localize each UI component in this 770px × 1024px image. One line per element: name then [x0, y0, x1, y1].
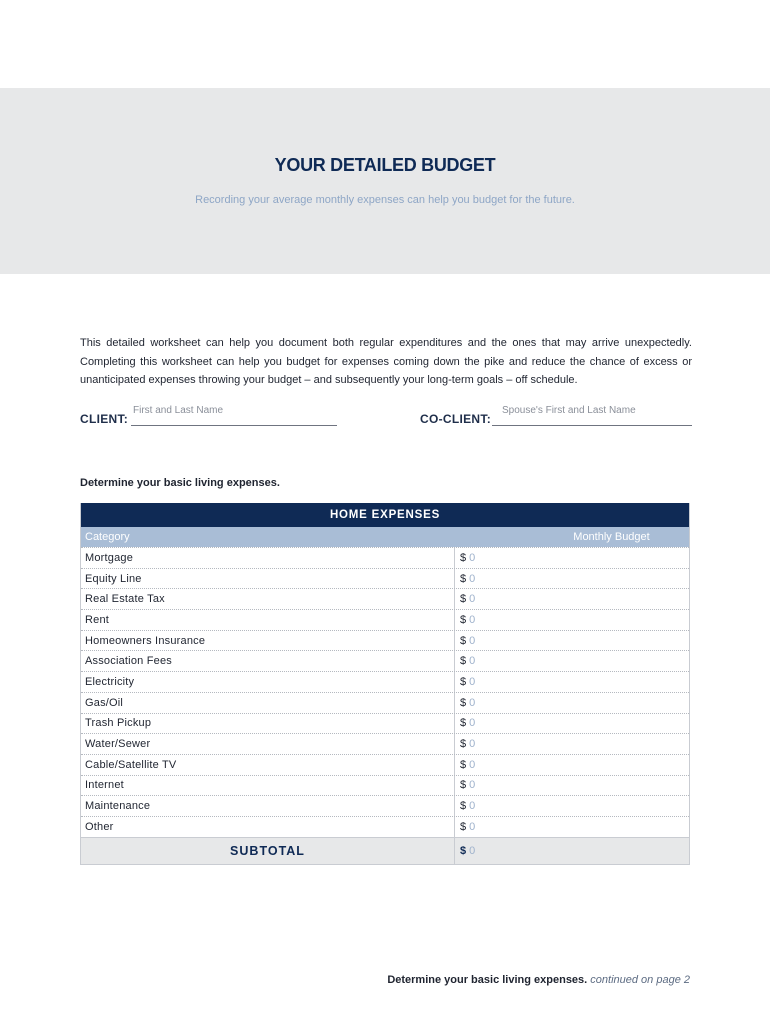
table-row: [81, 609, 689, 630]
expense-amount-value: 0: [469, 613, 476, 626]
table-row: [81, 775, 689, 796]
expense-amount-value: 0: [469, 717, 476, 730]
expense-amount-field[interactable]: [454, 651, 689, 671]
table-row: [81, 733, 689, 754]
currency-symbol: $: [460, 820, 467, 833]
expense-amount-value: 0: [469, 800, 476, 813]
expense-amount-value: 0: [469, 779, 476, 792]
expense-amount-field[interactable]: [454, 589, 689, 609]
footer-note: [387, 974, 690, 986]
expense-category: Maintenance: [85, 800, 151, 813]
expense-category: Real Estate Tax: [85, 593, 165, 606]
table-row: [81, 692, 689, 713]
expense-amount-value: 0: [469, 593, 476, 606]
expense-category: Rent: [85, 613, 110, 626]
table-row: [81, 650, 689, 671]
subtotal-row: [81, 837, 689, 864]
table-row: [81, 754, 689, 775]
table-row: [81, 671, 689, 692]
currency-symbol: $: [460, 655, 467, 668]
currency-symbol: $: [460, 634, 467, 647]
footer-bold-text: Determine your basic living expenses.: [387, 974, 588, 986]
table-row: [81, 816, 689, 837]
currency-symbol: $: [460, 779, 467, 792]
home-expenses-table: [80, 503, 690, 865]
expense-amount-value: 0: [469, 572, 476, 585]
expense-amount-field[interactable]: [454, 755, 689, 775]
co-client-placeholder: Spouse's First and Last Name: [502, 405, 636, 416]
currency-symbol: $: [460, 613, 467, 626]
subtotal-label: SUBTOTAL: [230, 843, 305, 858]
table-row: [81, 630, 689, 651]
expense-category: Homeowners Insurance: [85, 634, 206, 647]
currency-symbol: $: [460, 758, 467, 771]
table-title: HOME EXPENSES: [81, 503, 689, 527]
expense-amount-value: 0: [469, 820, 476, 833]
expense-amount-value: 0: [469, 634, 476, 647]
expense-category: Gas/Oil: [85, 696, 124, 709]
table-row: [81, 547, 689, 568]
intro-paragraph: This detailed worksheet can help you document both regular expenditures and the ones that may arrive unexpectedly. Completing this worksheet can help you budget for expenses coming down the pike and reduce the chance of excess or unanticipated expenses throwing your budget – and subsequently your long-term goals – off schedule.: [80, 337, 692, 386]
currency-symbol: $: [460, 675, 467, 688]
expense-amount-field[interactable]: [454, 796, 689, 816]
currency-symbol: $: [460, 696, 467, 709]
table-row: [81, 795, 689, 816]
expense-category: Other: [85, 820, 114, 833]
expense-category: Internet: [85, 779, 124, 792]
table-row: [81, 713, 689, 734]
co-client-input-line[interactable]: [492, 405, 692, 426]
expense-amount-field[interactable]: [454, 693, 689, 713]
co-client-field[interactable]: [420, 404, 692, 426]
expense-amount-value: 0: [469, 551, 476, 564]
table-column-headers: [81, 527, 689, 547]
expense-category: Mortgage: [85, 551, 134, 564]
section-heading: Determine your basic living expenses.: [80, 477, 280, 489]
co-client-label: CO-CLIENT:: [420, 412, 491, 426]
expense-amount-field[interactable]: [454, 776, 689, 796]
client-input-line[interactable]: [131, 405, 337, 426]
expense-amount-field[interactable]: [454, 672, 689, 692]
expense-category: Water/Sewer: [85, 738, 151, 751]
currency-symbol: $: [460, 593, 467, 606]
expense-amount-field[interactable]: [454, 734, 689, 754]
currency-symbol: $: [460, 717, 467, 730]
expense-category: Association Fees: [85, 655, 172, 668]
currency-symbol: $: [460, 800, 467, 813]
client-placeholder: First and Last Name: [133, 405, 224, 416]
subtotal-value-cell: [454, 838, 689, 864]
subtotal-value: 0: [469, 844, 476, 857]
expense-category: Equity Line: [85, 572, 142, 585]
expense-amount-field[interactable]: [454, 548, 689, 568]
expense-category: Electricity: [85, 675, 135, 688]
expense-category: Trash Pickup: [85, 717, 152, 730]
expense-amount-field[interactable]: [454, 610, 689, 630]
currency-symbol: $: [460, 572, 467, 585]
currency-symbol: $: [460, 738, 467, 751]
client-field[interactable]: [80, 404, 337, 426]
client-label: CLIENT:: [80, 412, 129, 426]
column-header-category: Category: [85, 531, 130, 543]
subtotal-currency: $: [460, 844, 467, 857]
expense-amount-field[interactable]: [454, 631, 689, 651]
expense-amount-field[interactable]: [454, 817, 689, 837]
expense-amount-field[interactable]: [454, 714, 689, 734]
expense-amount-value: 0: [469, 675, 476, 688]
expense-amount-value: 0: [469, 696, 476, 709]
expense-amount-field[interactable]: [454, 569, 689, 589]
column-header-monthly-budget: Monthly Budget: [573, 531, 650, 543]
header-banner: [0, 88, 770, 274]
page-title: YOUR DETAILED BUDGET: [274, 155, 496, 175]
page-subtitle: Recording your average monthly expenses can help you budget for the future.: [195, 194, 575, 206]
expense-category: Cable/Satellite TV: [85, 758, 177, 771]
table-body: [81, 547, 689, 837]
table-row: [81, 568, 689, 589]
expense-amount-value: 0: [469, 758, 476, 771]
expense-amount-value: 0: [469, 655, 476, 668]
table-row: [81, 588, 689, 609]
expense-amount-value: 0: [469, 738, 476, 751]
footer-continued-text: continued on page 2: [590, 974, 690, 986]
currency-symbol: $: [460, 551, 467, 564]
